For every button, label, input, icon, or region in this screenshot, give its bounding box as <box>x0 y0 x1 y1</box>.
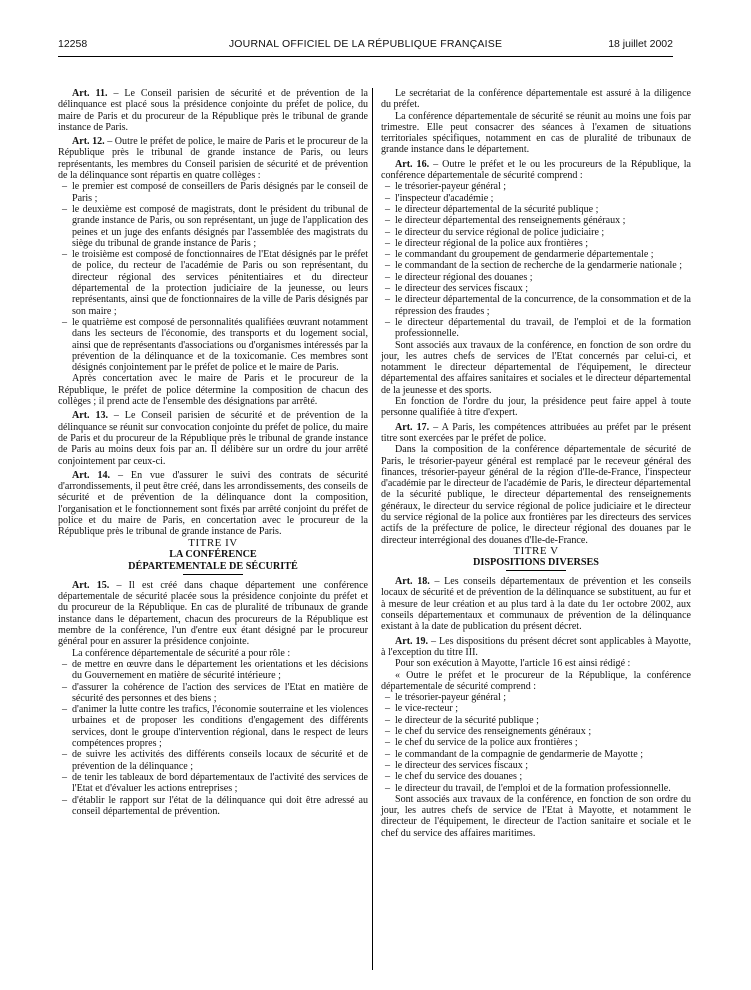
article-11: Art. 11. – Le Conseil parisien de sécurité et de prévention de la délinquance est placé sous la présidence conjointe du préfet de police, du maire de Paris et du procureur de la République près le tribunal de grande instance de Paris. <box>58 88 369 133</box>
list-item: – le directeur du service régional de police judiciaire ; <box>395 227 691 238</box>
article-12-after: Après concertation avec le maire de Paris et le procureur de la République, le préfet de police détermine la composition de chacun des collèges ; il prend acte de l'ensemble des désignations par arrêté. <box>58 373 368 408</box>
list-item: – le directeur départemental de la sécurité publique ; <box>395 204 691 215</box>
titre-iv-subtitle-1: LA CONFÉRENCE <box>169 548 257 560</box>
article-19: Art. 19. – Les dispositions du présent décret sont applicables à Mayotte, à l'exception du titre III. <box>381 635 691 658</box>
journal-title: JOURNAL OFFICIEL DE LA RÉPUBLIQUE FRANÇAISE <box>228 38 503 50</box>
right-column <box>381 88 691 839</box>
list-item: – le commandant de la section de recherche de la gendarmerie nationale ; <box>395 260 691 271</box>
article-12-list <box>58 181 368 373</box>
title-rule <box>506 570 566 571</box>
article-15-list <box>58 659 368 817</box>
list-item: – d'assurer la cohérence de l'action des services de l'Etat en matière de sécurité des personnes et des biens ; <box>72 682 368 705</box>
list-item: – le chef du service des renseignements généraux ; <box>395 726 691 737</box>
article-12: Art. 12. – Outre le préfet de police, le maire de Paris et le procureur de la République près le tribunal de grande instance de Paris, ou leurs représentants, les membres du Conseil parisien de sécurité et de prévention de la délinquance sont répartis en quatre collèges : <box>58 136 368 182</box>
list-item: – le commandant du groupement de gendarmerie départementale ; <box>395 249 691 260</box>
list-item: – le chef du service de la police aux frontières ; <box>395 737 691 748</box>
article-16: Art. 16. – Outre le préfet et le ou les procureurs de la République, la conférence départementale de sécurité comprend : <box>381 158 691 182</box>
article-14: Art. 14. – En vue d'assurer le suivi des contrats de sécurité d'arrondissements, il peut être créé, dans les arrondissements, des conseils de sécurité et de prévention de la délinquance dont la composition, l'organisation et le fonctionnement sont fixés par arrêté conjoint du préfet de police et du maire de Paris, en concertation avec le procureur de la République près le tribunal de grande instance de Paris. <box>58 469 368 538</box>
title-rule <box>183 574 243 575</box>
titre-iv-heading: TITRE IV <box>188 536 238 549</box>
article-15-role-intro: La conférence départementale de sécurité a pour rôle : <box>72 647 291 659</box>
list-item: – le vice-recteur ; <box>395 703 691 714</box>
list-item: – le directeur du travail, de l'emploi et de la formation professionnelle. <box>395 783 691 794</box>
list-item: – le trésorier-payeur général ; <box>395 181 691 192</box>
list-item: – le commandant de la compagnie de gendarmerie de Mayotte ; <box>395 749 691 760</box>
list-item: – l'inspecteur d'académie ; <box>395 193 691 204</box>
article-19-after: Sont associés aux travaux de la conférence, en fonction de son ordre du jour, les autres chefs de service de l'Etat à Mayotte, et notamment le directeur de l'équipement, le directeur de l'action sanitaire et sociale et le chef du service des affaires maritimes. <box>381 793 691 839</box>
article-19-quote: « Outre le préfet et le procureur de la République, la conférence départementale de sécurité comprend : <box>381 669 691 692</box>
meeting-paragraph: La conférence départementale de sécurité se réunit au moins une fois par trimestre. Elle peut consacrer des séances à l'examen de situations territoriales spécifiques, notamment en cas de pluralité de tribunaux de grande instance dans le département. <box>381 110 691 156</box>
list-item: – le directeur départemental de la concurrence, de la consommation et de la répression des fraudes ; <box>395 294 691 317</box>
article-13: Art. 13. – Le Conseil parisien de sécurité et de prévention de la délinquance se réunit sur convocation conjointe du préfet de police, du maire de Paris et du procureur de la République près le tribunal de grande instance de Paris au moins deux fois par an. Il délibère sur un ordre du jour arrêté conjointement par ceux-ci. <box>58 410 368 467</box>
article-18: Art. 18. – Les conseils départementaux de prévention et les conseils locaux de sécurité et de prévention de la délinquance se substituent, au fur et à mesure de leur création et au plus tard à la date du 1er octobre 2002, aux conseils départementaux et communaux de prévention de la délinquance existant à la date de publication du présent décret. <box>381 576 691 633</box>
publication-date: 18 juillet 2002 <box>608 38 673 50</box>
article-16-list <box>381 181 691 339</box>
list-item: – le directeur départemental des renseignements généraux ; <box>395 215 691 226</box>
article-17: Art. 17. – A Paris, les compétences attribuées au préfet par le présent titre sont exercées par le préfet de police. <box>381 421 691 444</box>
page-header <box>58 38 673 54</box>
list-item: – d'établir le rapport sur l'état de la délinquance qui doit être adressé au conseil départemental de prévention. <box>72 795 368 818</box>
titre-iv-subtitle-2: DÉPARTEMENTALE DE SÉCURITÉ <box>128 560 298 572</box>
list-item: – le premier est composé de conseillers de Paris désignés par le conseil de Paris ; <box>72 181 368 204</box>
list-item: – le troisième est composé de fonctionnaires de l'Etat désignés par le préfet de police, du recteur de l'académie de Paris ou son représentant, du directeur régional des services pénitentiaires et du directeur départemental de la protection judiciaire de la jeunesse, ou leurs représentants, ainsi que de fonctionnaires de la ville de Paris désignés par son maire ; <box>72 249 368 317</box>
titre-v-heading: TITRE V <box>513 544 559 557</box>
list-item: – de tenir les tableaux de bord départementaux de l'activité des services de l'Etat et d'évaluer les actions entreprises ; <box>72 772 368 795</box>
article-19-mayotte-intro: Pour son exécution à Mayotte, l'article 16 est ainsi rédigé : <box>395 658 631 670</box>
list-item: – le directeur des services fiscaux ; <box>395 283 691 294</box>
page-number: 12258 <box>58 38 88 50</box>
list-item: – le chef du service des douanes ; <box>395 771 691 782</box>
list-item: – le directeur régional de la police aux frontières ; <box>395 238 691 249</box>
article-17-after: Dans la composition de la conférence départementale de sécurité de Paris, le trésorier-payeur général est remplacé par le receveur général des finances, trésorier-payeur général de la région d'Ile-de-France, l'inspecteur d'académie par le directeur de l'académie de Paris, le directeur départemental de la sécurité publique, le directeur départemental des renseignements généraux, le directeur du service régional de police judiciaire et le directeur du service régional de la police aux frontières par les directeurs des services actifs de la préfecture de police, le directeur régional des douanes par le directeur interrégional des douanes d'Ile-de-France. <box>381 444 691 546</box>
list-item: – de suivre les activités des différents conseils locaux de sécurité et de prévention de la délinquance ; <box>72 749 368 772</box>
left-column <box>58 88 368 817</box>
list-item: – le trésorier-payeur général ; <box>395 692 691 703</box>
list-item: – le deuxième est composé de magistrats, dont le président du tribunal de grande instance de Paris, ou son représentant, un juge de l'application des peines et un juge des enfants désignés par l'assemblée des magistrats du siège du tribunal de grande instance de Paris ; <box>72 204 368 249</box>
header-rule <box>58 56 673 57</box>
column-divider <box>372 88 373 970</box>
article-19-list <box>381 692 691 794</box>
list-item: – d'animer la lutte contre les trafics, l'économie souterraine et les violences urbaines et de proposer les conditions d'engagement des différents services, dont le groupe d'intervention régional, dans le respect de leurs compétences propres ; <box>72 704 368 749</box>
titre-v-subtitle: DISPOSITIONS DIVERSES <box>473 557 599 569</box>
list-item: – le directeur des services fiscaux ; <box>395 760 691 771</box>
article-15: Art. 15. – Il est créé dans chaque département une conférence départementale de sécurité placée sous la présidence conjointe du préfet et du procureur de la République. En cas de pluralité de tribunaux de grande instance dans le département, chacun des procureurs de la République est membre de la conférence, l'un d'entre eux étant désigné par le procureur général pour en assurer la présidence conjointe. <box>58 579 368 648</box>
secretariat-paragraph: Le secrétariat de la conférence départementale est assuré à la diligence du préfet. <box>381 88 691 111</box>
list-item: – le directeur régional des douanes ; <box>395 272 691 283</box>
article-16-after-2: En fonction de l'ordre du jour, la présidence peut faire appel à toute personne qualifiée à titre d'expert. <box>381 396 691 419</box>
list-item: – le quatrième est composé de personnalités qualifiées œuvrant notamment dans les secteurs de l'économie, des transports et du logement social, ainsi que de représentants d'associations ou d'organismes intéressés par la prévention de la délinquance et de la toxicomanie. Ces membres sont désignés conjointement par le préfet de police et le maire de Paris. <box>72 317 368 373</box>
list-item: – le directeur départemental du travail, de l'emploi et de la formation professionnelle. <box>395 317 691 340</box>
list-item: – le directeur de la sécurité publique ; <box>395 715 691 726</box>
article-16-after-1: Sont associés aux travaux de la conférence, en fonction de son ordre du jour, les autres chefs de services de l'Etat concernés par celui-ci, et notamment le directeur départemental de l'équipement, le directeur départemental des affaires sanitaires et sociales et le directeur départemental de la jeunesse et des sports. <box>381 339 691 396</box>
list-item: – de mettre en œuvre dans le département les orientations et les décisions du Gouvernement en matière de sécurité intérieure ; <box>72 659 368 682</box>
